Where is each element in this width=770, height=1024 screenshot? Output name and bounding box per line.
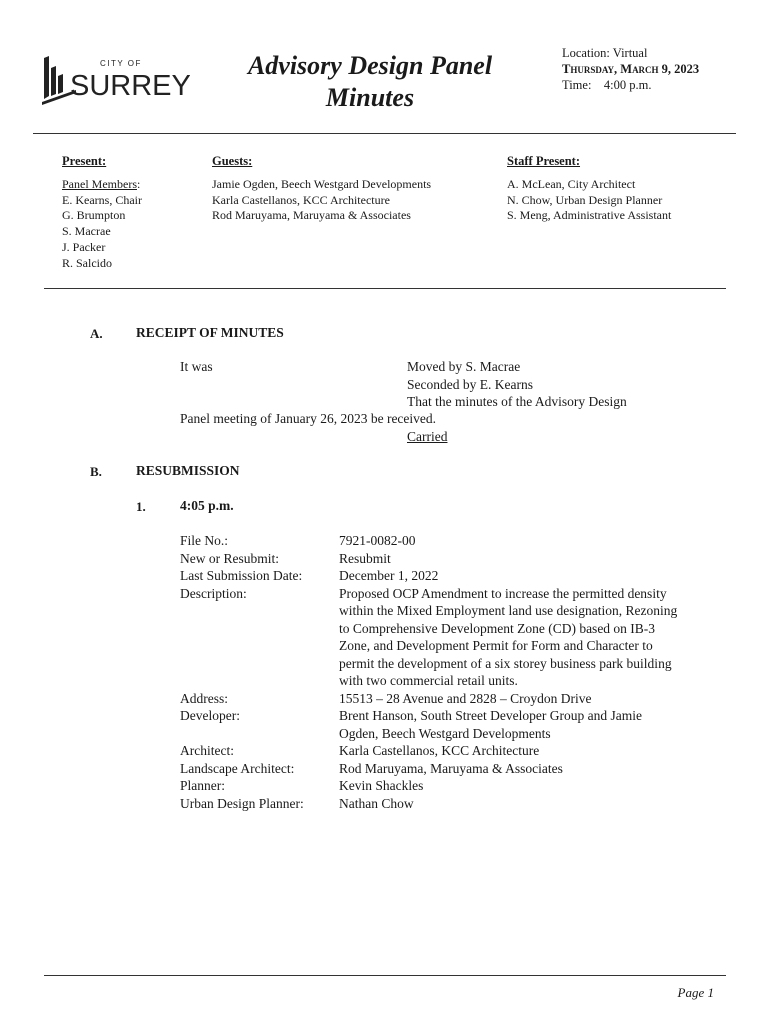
detail-row <box>180 742 679 760</box>
present-list <box>62 177 142 271</box>
detail-value: Nathan Chow <box>339 795 414 811</box>
submission-details <box>180 532 679 812</box>
detail-row <box>180 532 679 550</box>
detail-row <box>180 707 679 742</box>
detail-value: Brent Hanson, South Street Developer Group and Jamie Ogden, Beech Westgard Developments <box>339 708 642 741</box>
item-number: 1. <box>136 499 146 514</box>
logo-surrey: SURREY <box>70 70 190 102</box>
header-divider <box>33 133 736 134</box>
logo-city-of: CITY OF <box>100 59 142 68</box>
section-b-letter: B. <box>90 464 102 479</box>
surrey-skyline-icon <box>40 50 190 108</box>
motion-line-2: Panel meeting of January 26, 2023 be received. <box>180 411 437 426</box>
seconded-by: Seconded by E. Kearns <box>407 376 533 392</box>
time-label: Time: <box>562 78 592 92</box>
list-item: E. Kearns, Chair <box>62 192 142 207</box>
detail-value: Kevin Shackles <box>339 778 424 793</box>
detail-label: Address: <box>180 690 228 706</box>
title-line-1: Advisory Design Panel <box>247 51 493 80</box>
list-item: Karla Castellanos, KCC Architecture <box>212 192 390 207</box>
section-b-title: RESUBMISSION <box>136 463 240 478</box>
detail-label: New or Resubmit: <box>180 550 279 566</box>
it-was-text: It was <box>180 359 213 374</box>
detail-value: 7921-0082-00 <box>339 533 416 548</box>
detail-row <box>180 567 679 585</box>
page-title <box>220 50 520 114</box>
detail-value: December 1, 2022 <box>339 568 439 583</box>
detail-label: Urban Design Planner: <box>180 795 304 811</box>
detail-label: Planner: <box>180 778 225 793</box>
staff-list <box>507 177 671 224</box>
item-time: 4:05 p.m. <box>180 498 234 513</box>
meeting-date: Thursday, March 9, 2023 <box>562 62 700 76</box>
footer-divider <box>44 975 726 976</box>
section-a-letter: A. <box>90 326 103 341</box>
location: Location: Virtual <box>562 46 648 60</box>
list-item: S. Macrae <box>62 224 111 239</box>
detail-row <box>180 550 679 568</box>
detail-row <box>180 777 679 795</box>
guests-header: Guests: <box>212 154 253 168</box>
list-item: A. McLean, City Architect <box>507 177 636 191</box>
detail-label: File No.: <box>180 533 229 548</box>
staff-header: Staff Present: <box>507 154 581 168</box>
time-value: 4:00 p.m. <box>603 78 652 92</box>
list-item: Jamie Ogden, Beech Westgard Developments <box>212 177 432 191</box>
list-item: J. Packer <box>62 239 106 254</box>
detail-label: Description: <box>180 585 247 601</box>
guests-list <box>212 177 431 224</box>
detail-label: Developer: <box>180 708 240 723</box>
city-of-surrey-logo <box>40 50 190 108</box>
detail-row <box>180 760 679 778</box>
list-item: G. Brumpton <box>62 208 126 223</box>
meeting-details <box>562 45 699 93</box>
present-header: Present: <box>62 154 107 168</box>
panel-members-label: Panel Members: <box>62 177 141 191</box>
list-item: Rod Maruyama, Maruyama & Associates <box>212 208 411 223</box>
title-line-2: Minutes <box>325 83 415 112</box>
list-item: R. Salcido <box>62 255 112 270</box>
meeting-time <box>562 77 699 93</box>
page-number: Page 1 <box>677 985 714 1000</box>
section-a-title: RECEIPT OF MINUTES <box>136 325 284 340</box>
detail-value: 15513 – 28 Avenue and 2828 – Croydon Drive <box>339 690 592 706</box>
motion-line-1: That the minutes of the Advisory Design <box>407 394 627 409</box>
attendance-divider <box>44 288 726 289</box>
detail-label: Architect: <box>180 743 234 758</box>
moved-by: Moved by S. Macrae <box>407 359 521 374</box>
detail-value: Resubmit <box>339 550 391 566</box>
detail-value: Proposed OCP Amendment to increase the permitted density within the Mixed Employment land use designation, Rezoning to Comprehensive Development Zone (CD) based on IB-3 Zone, and Development Permit for Form and Character to permit the development of a six storey business park building with two commercial retail units. <box>339 585 678 688</box>
list-item: S. Meng, Administrative Assistant <box>507 208 672 223</box>
detail-label: Landscape Architect: <box>180 760 295 776</box>
detail-row <box>180 795 679 813</box>
carried-text: Carried <box>407 429 448 444</box>
detail-row <box>180 585 679 690</box>
detail-row <box>180 690 679 708</box>
detail-value: Karla Castellanos, KCC Architecture <box>339 743 540 758</box>
list-item: N. Chow, Urban Design Planner <box>507 192 663 207</box>
detail-label: Last Submission Date: <box>180 568 303 583</box>
detail-value: Rod Maruyama, Maruyama & Associates <box>339 760 563 776</box>
motion-block <box>407 358 627 411</box>
